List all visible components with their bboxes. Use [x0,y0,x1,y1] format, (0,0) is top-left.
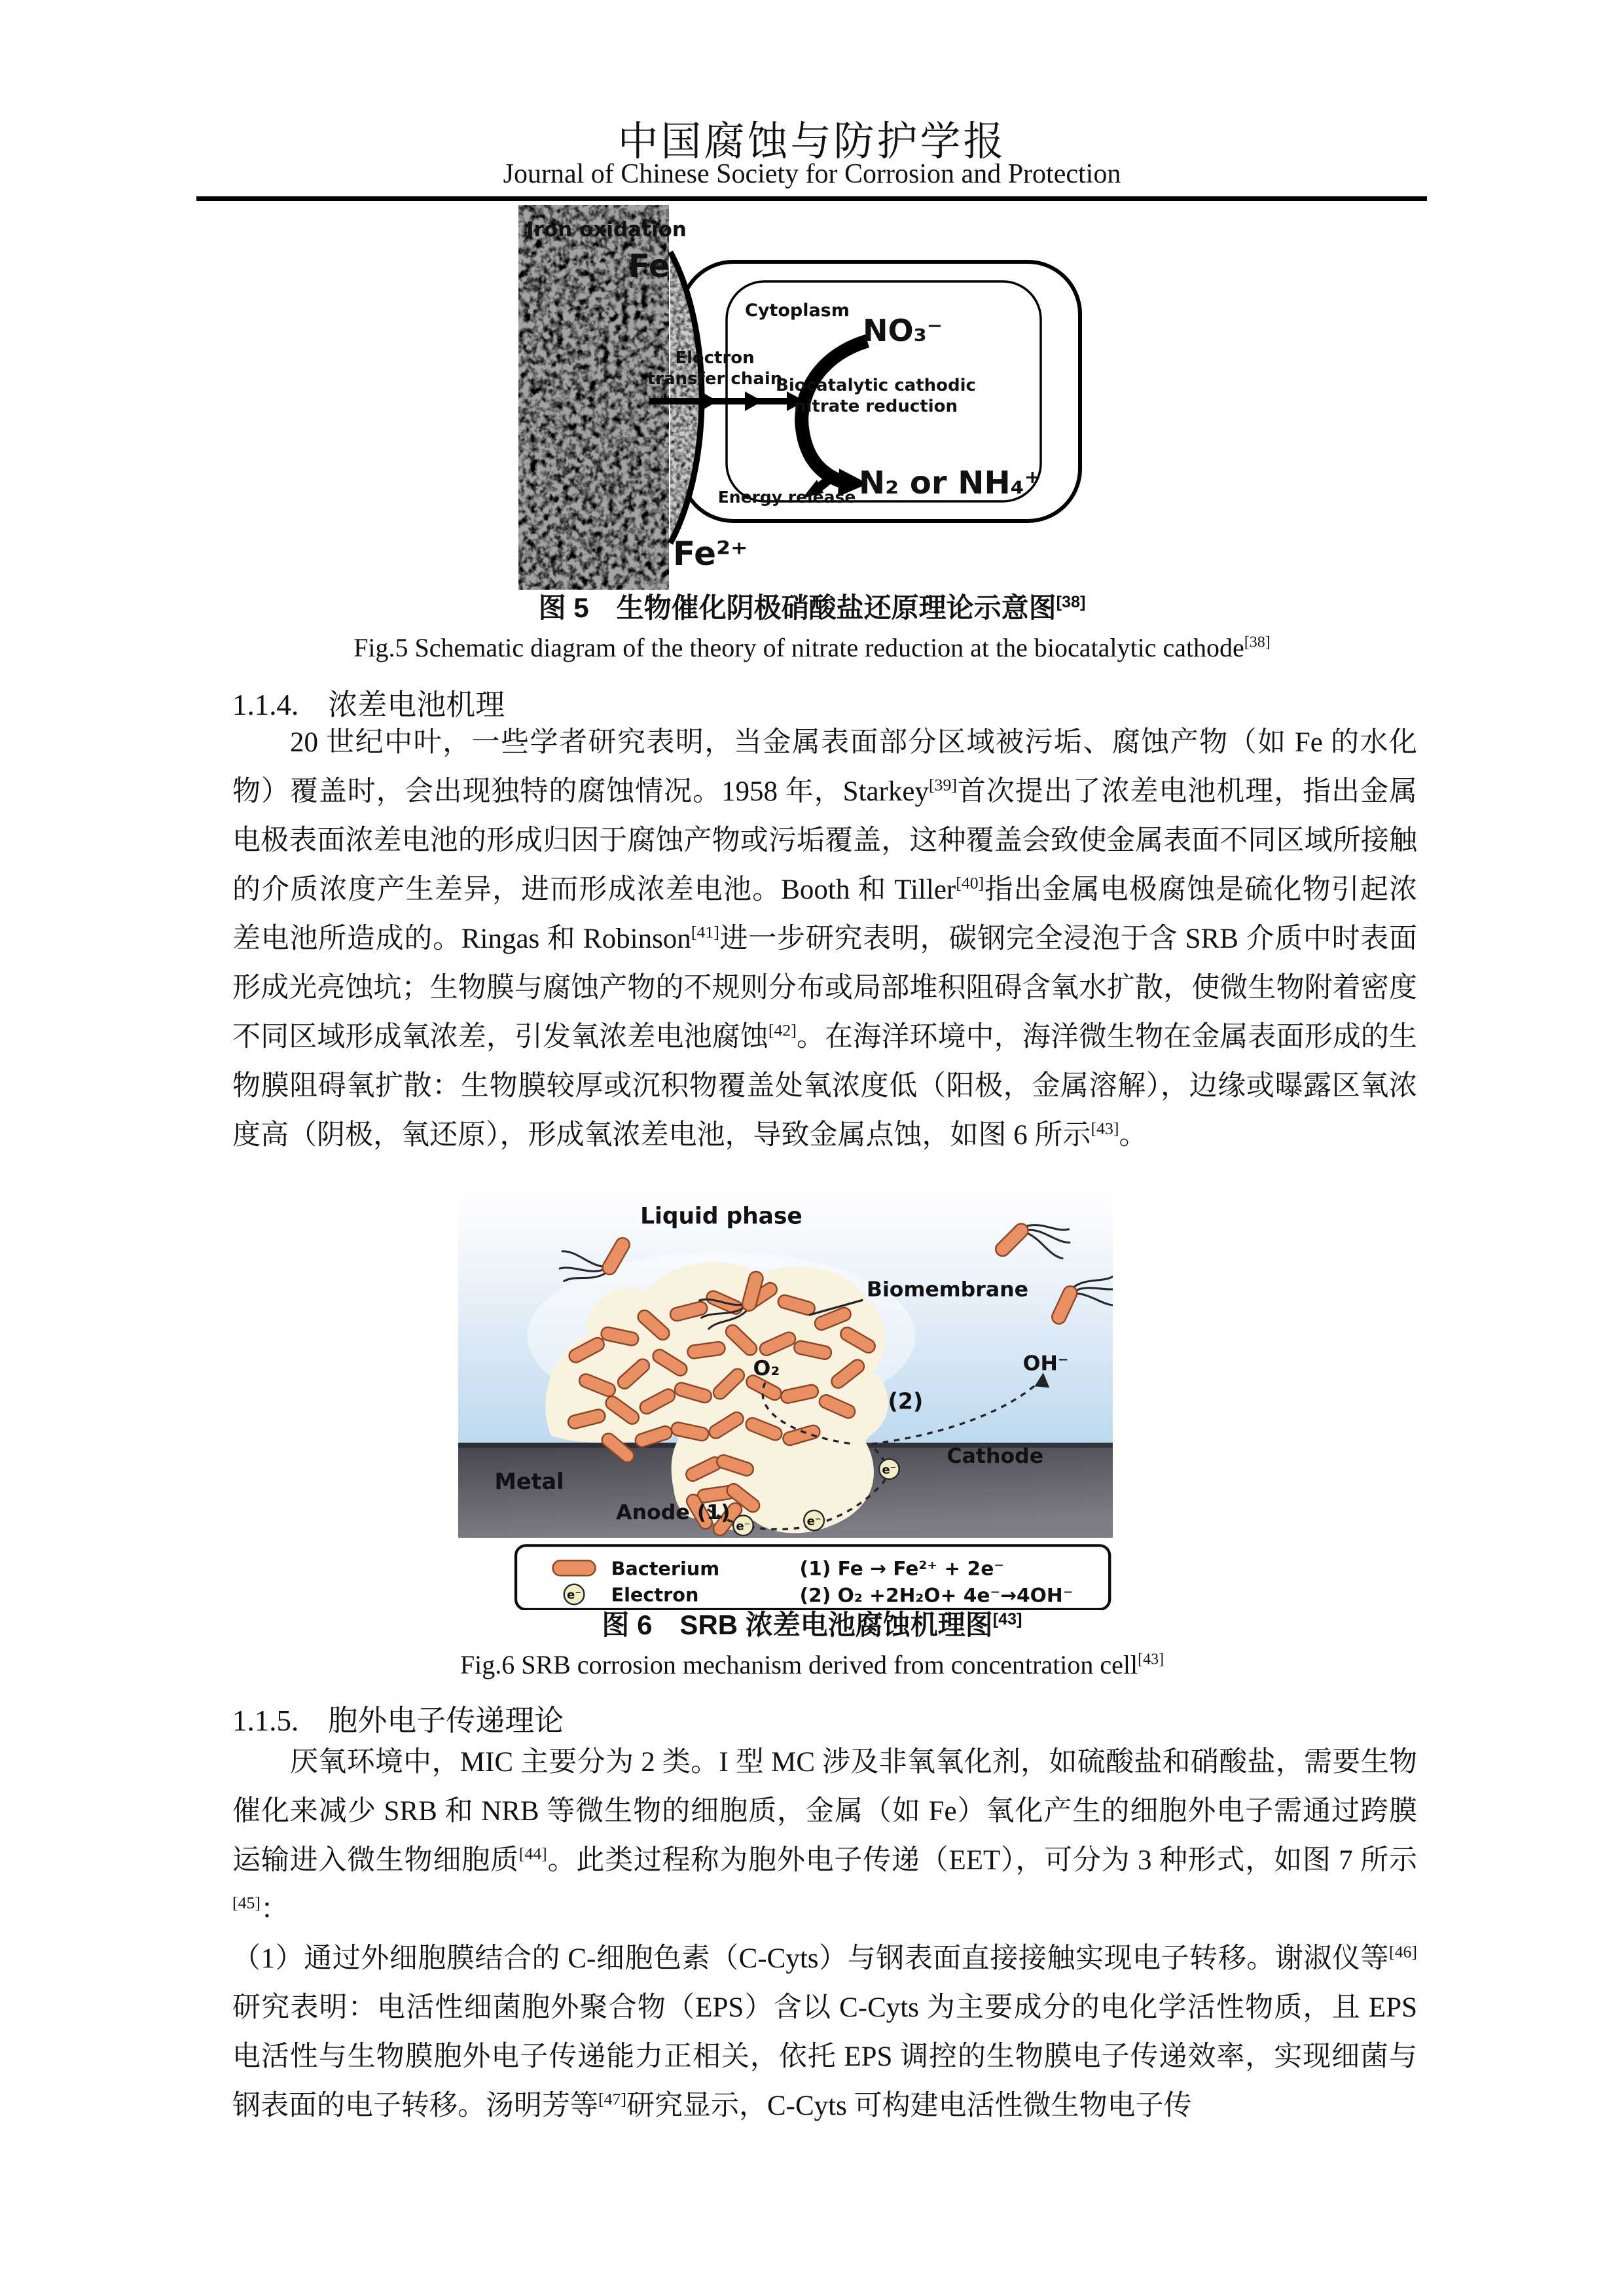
fig5-label-fe2: Fe²⁺ [673,535,748,573]
svg-text:e⁻: e⁻ [882,1463,897,1477]
metal-surface-texture [518,205,717,590]
fig6-label-oh: OH⁻ [1022,1352,1069,1376]
paragraph-1-1-5-a: 厌氧环境中，MIC 主要分为 2 类。I 型 MC 涉及非氧氧化剂，如硫酸盐和硝酸盐，需要生物催化来减少 SRB 和 NRB 等微生物的细胞质，金属（如 Fe）氧化产生的细胞外电子需通过跨膜运输进入微生物细胞质[44]。此类过程称为胞外电子传递（EET），可分为 3 种形式，如图 7 所示[45]： [232,1747,1417,1925]
fig6-label-liquid-phase: Liquid phase [640,1203,803,1230]
fig5-label-electron-transfer-1: Electron [675,348,755,368]
fig6-label-cathode: Cathode [947,1444,1044,1469]
section-heading-1-1-4: 1.1.4. 浓差电池机理 [232,689,505,721]
legend-electron-icon [564,1585,585,1605]
legend-electron-label: Electron [611,1583,699,1606]
legend-reaction-1: (1) Fe → Fe²⁺ + 2e⁻ [799,1556,1004,1580]
figure-5-nitrate-reduction-diagram [484,205,1113,591]
fig5-label-fe: Fe [628,248,670,285]
figure-5-caption-cn: 图 5 生物催化阴极硝酸盐还原理论示意图[38] [538,592,1086,623]
electron-badge [804,1511,824,1531]
fig5-label-cytoplasm: Cytoplasm [745,300,850,321]
fig5-label-biocatalytic-2: nitrate reduction [793,397,958,416]
fig5-label-energy-release: Energy release [717,488,856,507]
fig5-label-no3: NO₃⁻ [863,313,943,348]
fig6-label-o2: O₂ [753,1357,780,1381]
electron-badge [733,1515,753,1535]
fig6-label-anode: Anode (1) [616,1501,731,1525]
paragraph-1-1-5-b: （1）通过外细胞膜结合的 C-细胞色素（C-Cyts）与钢表面直接接触实现电子转移。谢淑仪等[46]研究表明：电活性细菌胞外聚合物（EPS）含以 C-Cyts 为主要成分的电化学活性物质，且 EPS 电活性与生物膜胞外电子传递能力正相关，依托 EPS 调控的生物膜电子传递效率，实现细菌与钢表面的电子转移。汤明芳等[47]研究显示，C-Cyts 可构建电活性微生物电子传 [232,1942,1417,2121]
fig5-label-n2-nh4: N₂ or NH₄⁺ [859,465,1041,501]
fig6-label-metal: Metal [494,1469,564,1495]
legend-bacterium-icon [552,1560,595,1575]
figure-6-srb-concentration-cell-diagram [458,1186,1113,1610]
svg-text:e⁻: e⁻ [736,1519,751,1534]
fig6-label-biomembrane: Biomembrane [866,1278,1029,1302]
journal-title-en: Journal of Chinese Society for Corrosion and Protection [503,159,1121,189]
fig6-label-step2: (2) [888,1388,924,1414]
journal-title-cn: 中国腐蚀与防护学报 [617,120,1007,164]
electron-badge [879,1459,899,1479]
header-rule [196,196,1427,201]
svg-text:e⁻: e⁻ [806,1514,821,1528]
fig5-label-electron-transfer-2: transfer chain [647,369,783,389]
fig5-label-biocatalytic-1: Biocatalytic cathodic [776,376,976,395]
legend-reaction-2: (2) O₂ +2H₂O+ 4e⁻→4OH⁻ [799,1583,1074,1607]
legend-bacterium-label: Bacterium [611,1557,720,1580]
figure-6-caption-cn: 图 6 SRB 浓差电池腐蚀机理图[43] [602,1609,1022,1640]
figure-6-caption-en: Fig.6 SRB corrosion mechanism derived from concentration cell[43] [460,1650,1164,1679]
fig5-label-iron-oxidation: Iron oxidation [526,218,687,242]
svg-text:e⁻: e⁻ [567,1588,581,1602]
fig6-legend [516,1545,1110,1609]
paragraph-1-1-4: 20 世纪中叶，一些学者研究表明，当金属表面部分区域被污垢、腐蚀产物（如 Fe 的水化物）覆盖时，会出现独特的腐蚀情况。1958 年，Starkey[39]首次提出了浓差电池机理，指出金属电极表面浓差电池的形成归因于腐蚀产物或污垢覆盖，这种覆盖会致使金属表面不同区域所接触的介质浓度产生差异，进而形成浓差电池。Booth 和 Tiller[40]指出金属电极腐蚀是硫化物引起浓差电池所造成的。Ringas 和 Robinson[41]进一步研究表明，碳钢完全浸泡于含 SRB 介质中时表面形成光亮蚀坑；生物膜与腐蚀产物的不规则分布或局部堆积阻碍含氧水扩散，使微生物附着密度不同区域形成氧浓差，引发氧浓差电池腐蚀[42]。在海洋环境中，海洋微生物在金属表面形成的生物膜阻碍氧扩散：生物膜较厚或沉积物覆盖处氧浓度低（阳极，金属溶解），边缘或曝露区氧浓度高（阴极，氧还原），形成氧浓差电池，导致金属点蚀，如图 6 所示[43]。 [232,727,1418,1151]
section-heading-1-1-5: 1.1.5. 胞外电子传递理论 [232,1704,564,1737]
figure-5-caption-en: Fig.5 Schematic diagram of the theory of nitrate reduction at the biocatalytic cathode[38] [353,633,1271,662]
